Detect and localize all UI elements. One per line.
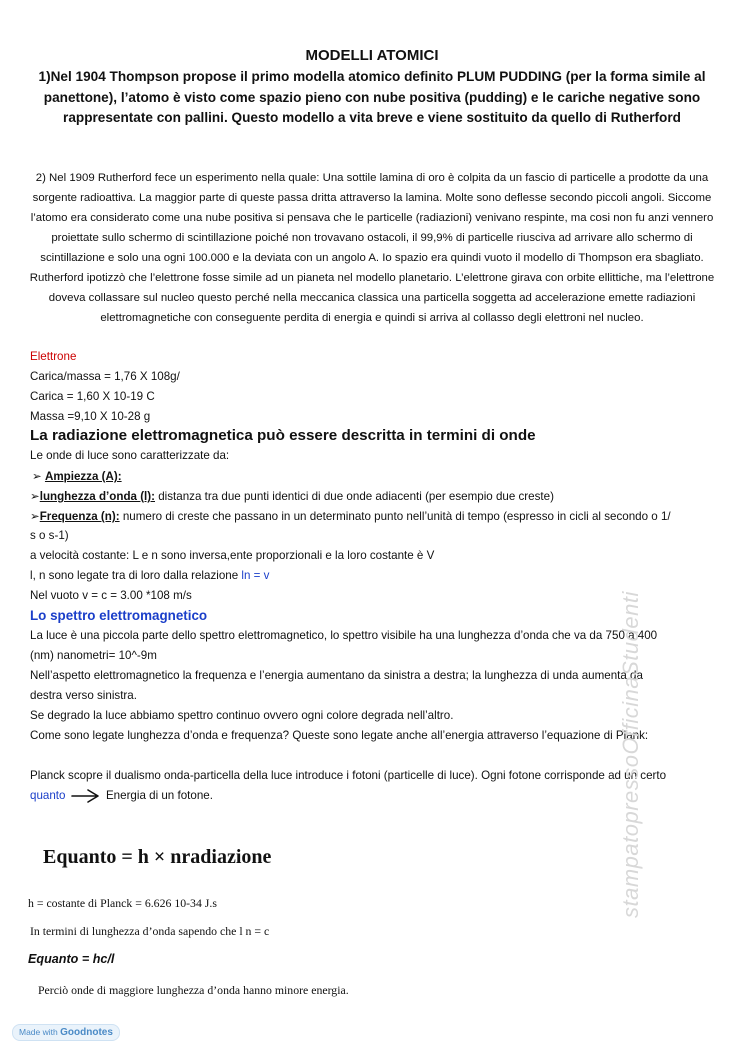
frequenza-line <box>30 509 671 523</box>
massa-line: Massa =9,10 X 10-28 g <box>30 410 151 423</box>
spettro-line-3: Nell’aspetto elettromagnetico la frequenza e l’energia aumentano da sinistra a destra; la lunghezza di unda aumenta da <box>30 669 643 682</box>
lunghezza-text: distanza tra due punti identici di due onde adiacenti (per esempio due creste) <box>155 490 554 503</box>
thompson-paragraph: 1)Nel 1904 Thompson propose il primo modella atomico definito PLUM PUDDING (per la forma simile al panettone), l’atomo è visto come spazio pieno con nube positiva (pudding) e le cariche negative sono rappresentate con pallini. Questo modello a vita breve e viene sostituito da quello di Rutherford <box>38 69 706 125</box>
bullet-arrow-icon: ➢ <box>30 490 40 503</box>
quanto-word: quanto <box>30 789 66 803</box>
rutherford-paragraph: 2) Nel 1909 Rutherford fece un esperimento nella quale: Una sottile lamina di oro è colpita da un fascio di particelle a prodotte da una sorgente radioattiva. La maggior parte di queste passa dritta attraverso la lamina. Molte sono deflesse secondo piccoli angoli. Siccome l’atomo era considerato come una nube positiva si pensava che le particelle (radiazioni) venivano respinte, ma cosi non fu anzi vennero proiettate sullo schermo di scintillazione poiché non trovavano ostacoli, il 99,9% di particelle riusciva ad arrivare allo schermo di scintillazione e solo una ogni 100.000 e la deviata con un angolo A. Io spazio era quindi vuoto il modello di Thompson era sbagliato. Rutherford ipotizzò che l’elettrone fosse simile ad un pianeta nel modello planetario. L’elettrone girava con orbite ellittiche, ma l’elettrone doveva collassare sul nucleo questo perché nella meccanica classica una particella soggetta ad accelerazione emette radiazioni elettromagnetiche con conseguente perdita di energia e quindi si arriva al collasso degli elettroni nel nucleo. <box>29 172 715 324</box>
energia-fotone: Energia di un fotone. <box>105 789 213 803</box>
equanto-formula: Equanto = h × nradiazione <box>43 846 272 868</box>
onde-heading: La radiazione elettromagnetica può essere descritta in termini di onde <box>30 427 536 444</box>
spettro-line-2: (nm) nanometri= 10^-9m <box>30 649 157 662</box>
spettro-line-5: Se degrado la luce abbiamo spettro continuo ovvero ogni colore degrada nell’altro. <box>30 709 454 722</box>
legate-line <box>30 569 269 582</box>
spettro-line-4: destra verso sinistra. <box>30 689 137 702</box>
arrow-right-icon <box>71 788 101 804</box>
bullet-arrow-icon: ➢ <box>30 510 40 523</box>
carica-line: Carica = 1,60 X 10-19 C <box>30 390 155 403</box>
frequenza-cont: s o s-1) <box>30 529 69 542</box>
spettro-line-6: Come sono legate lunghezza d’onda e frequenza? Queste sono legate anche all’energia attraverso l’equazione di Plank: <box>30 729 649 742</box>
lunghezza-line <box>30 489 554 503</box>
lunghezza-label: lunghezza d’onda (l): <box>39 490 155 503</box>
elettrone-heading: Elettrone <box>30 350 77 363</box>
spettro-line-1: La luce è una piccola parte dello spettro elettromagnetico, lo spettro visibile ha una lunghezza d’onda che va da 750 a 400 <box>30 629 658 642</box>
watermark: stampatopressoOfficinaStudenti <box>618 591 643 918</box>
frequenza-label: Frequenza (n): <box>39 510 120 523</box>
ampiezza-label: Ampiezza (A): <box>44 470 122 483</box>
bullet-arrow-icon: ➢ <box>32 470 42 483</box>
planck-constant: h = costante di Planck = 6.626 10-34 J.s <box>28 896 217 910</box>
termini-line: In termini di lunghezza d’onda sapendo che l n = c <box>30 924 270 938</box>
legate-text: l, n sono legate tra di loro dalla relazione <box>30 569 242 582</box>
vuoto-line: Nel vuoto v = c = 3.00 *108 m/s <box>30 589 192 602</box>
ampiezza-line <box>32 469 122 483</box>
badge-brand: Goodnotes <box>60 1027 113 1038</box>
equanto-hc-formula: Equanto = hc/l <box>28 952 115 966</box>
page-title: MODELLI ATOMICI <box>305 47 439 64</box>
frequenza-text: numero di creste che passano in un determinato punto nell’unità di tempo (espresso in cicli al secondo o 1/ <box>119 510 671 523</box>
badge-prefix: Made with <box>19 1027 58 1037</box>
carica-massa-line: Carica/massa = 1,76 X 108g/ <box>30 370 180 383</box>
planck-line-1: Planck scopre il dualismo onda-particella della luce introduce i fotoni (particelle di luce). Ogni fotone corrisponde ad un certo <box>30 769 667 782</box>
velocita-line: a velocità costante: L e n sono inversa,ente proporzionali e la loro costante è V <box>30 549 435 562</box>
legate-relation: ln = v <box>241 569 270 582</box>
onde-intro: Le onde di luce sono caratterizzate da: <box>30 449 230 462</box>
percio-line: Perciò onde di maggiore lunghezza d’onda hanno minore energia. <box>38 983 349 997</box>
spettro-heading: Lo spettro elettromagnetico <box>30 608 208 623</box>
goodnotes-badge[interactable] <box>12 1024 120 1041</box>
quanto-line <box>30 788 213 804</box>
